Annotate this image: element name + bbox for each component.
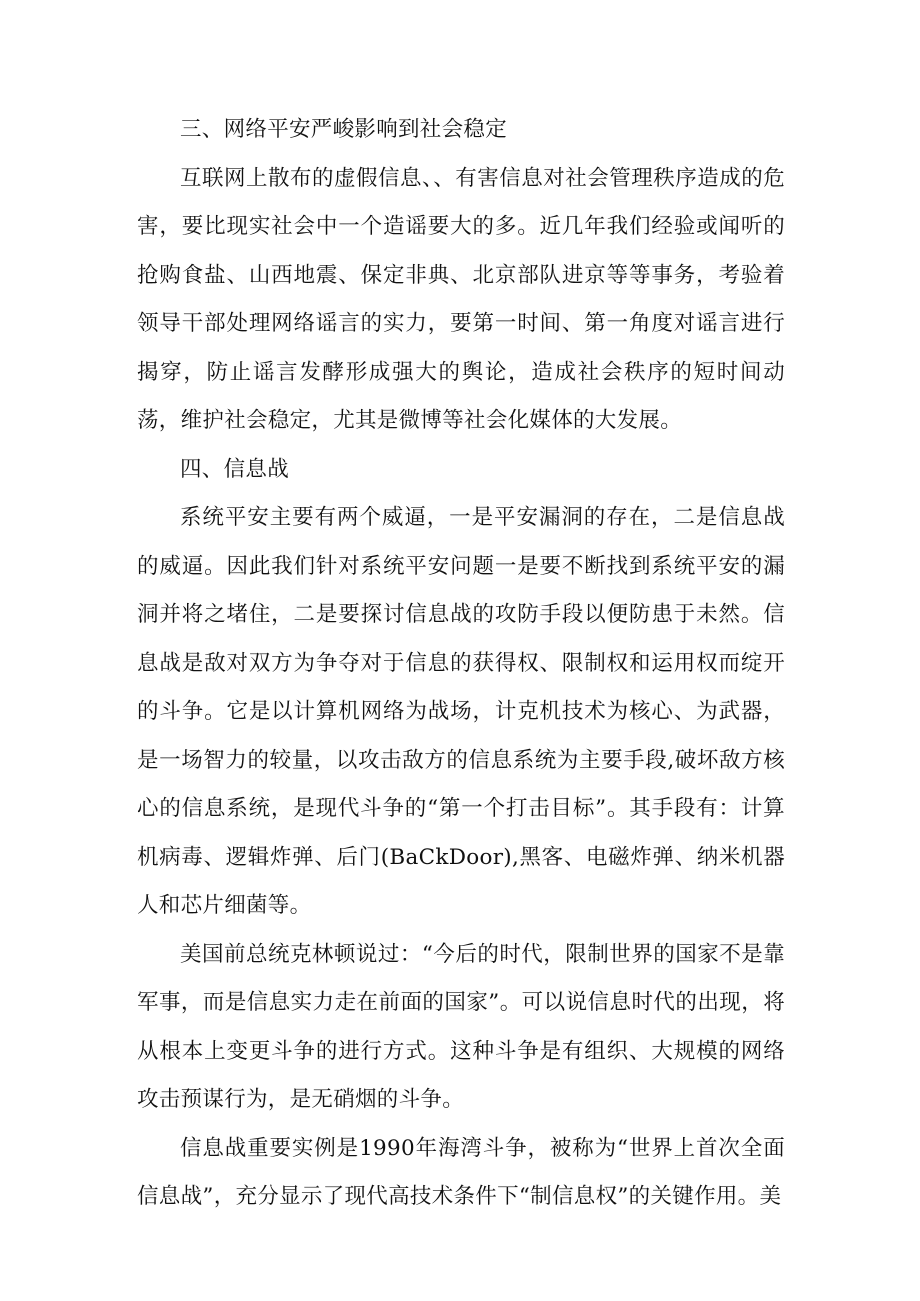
section-heading-3: 三、网络平安严峻影响到社会稳定: [180, 117, 508, 142]
document-body: [137, 106, 785, 1222]
paragraph-information-warfare: 系统平安主要有两个威逼，一是平安漏洞的存在，二是信息战的威逼。因此我们针对系统平安问题一是要不断找到系统平安的漏洞并将之堵住，二是要探讨信息战的攻防手段以便防患于未然。信息战是敌对双方为争夺对于信息的获得权、限制权和运用权而绽开的斗争。它是以计算机网络为战场，计克机技术为核心、为武器，是一场智力的较量，以攻击敌方的信息系统为主要手段,破坏敌方核心的信息系统，是现代斗争的“第一个打击目标”。其手段有：计算机病毒、逻辑炸弹、后门(BaCkDoor),黑客、电磁炸弹、纳米机器人和芯片细菌等。: [137, 505, 785, 918]
section-heading-4: 四、信息战: [180, 456, 290, 482]
paragraph-rumors: 互联网上散布的虚假信息、、有害信息对社会管理秩序造成的危害，要比现实社会中一个造谣要大的多。近几年我们经验或闻听的抢购食盐、山西地震、保定非典、北京部队进京等等事务，考验着领导干部处理网络谣言的实力，要第一时间、第一角度对谣言进行揭穿，防止谣言发酵形成强大的舆论，造成社会秩序的短时间动荡，维护社会稳定，尤其是微博等社会化媒体的大发展。: [137, 165, 785, 433]
paragraph-gulf-war: 信息战重要实例是1990年海湾斗争，被称为“世界上首次全面信息战”，充分显示了现代高技术条件下“制信息权”的关键作用。美: [137, 1135, 785, 1209]
paragraph-clinton-quote: 美国前总统克林顿说过：“今后的时代，限制世界的国家不是靠军事，而是信息实力走在前面的国家”。可以说信息时代的出现，将从根本上变更斗争的进行方式。这种斗争是有组织、大规模的网络攻击预谋行为，是无硝烟的斗争。: [137, 941, 785, 1112]
